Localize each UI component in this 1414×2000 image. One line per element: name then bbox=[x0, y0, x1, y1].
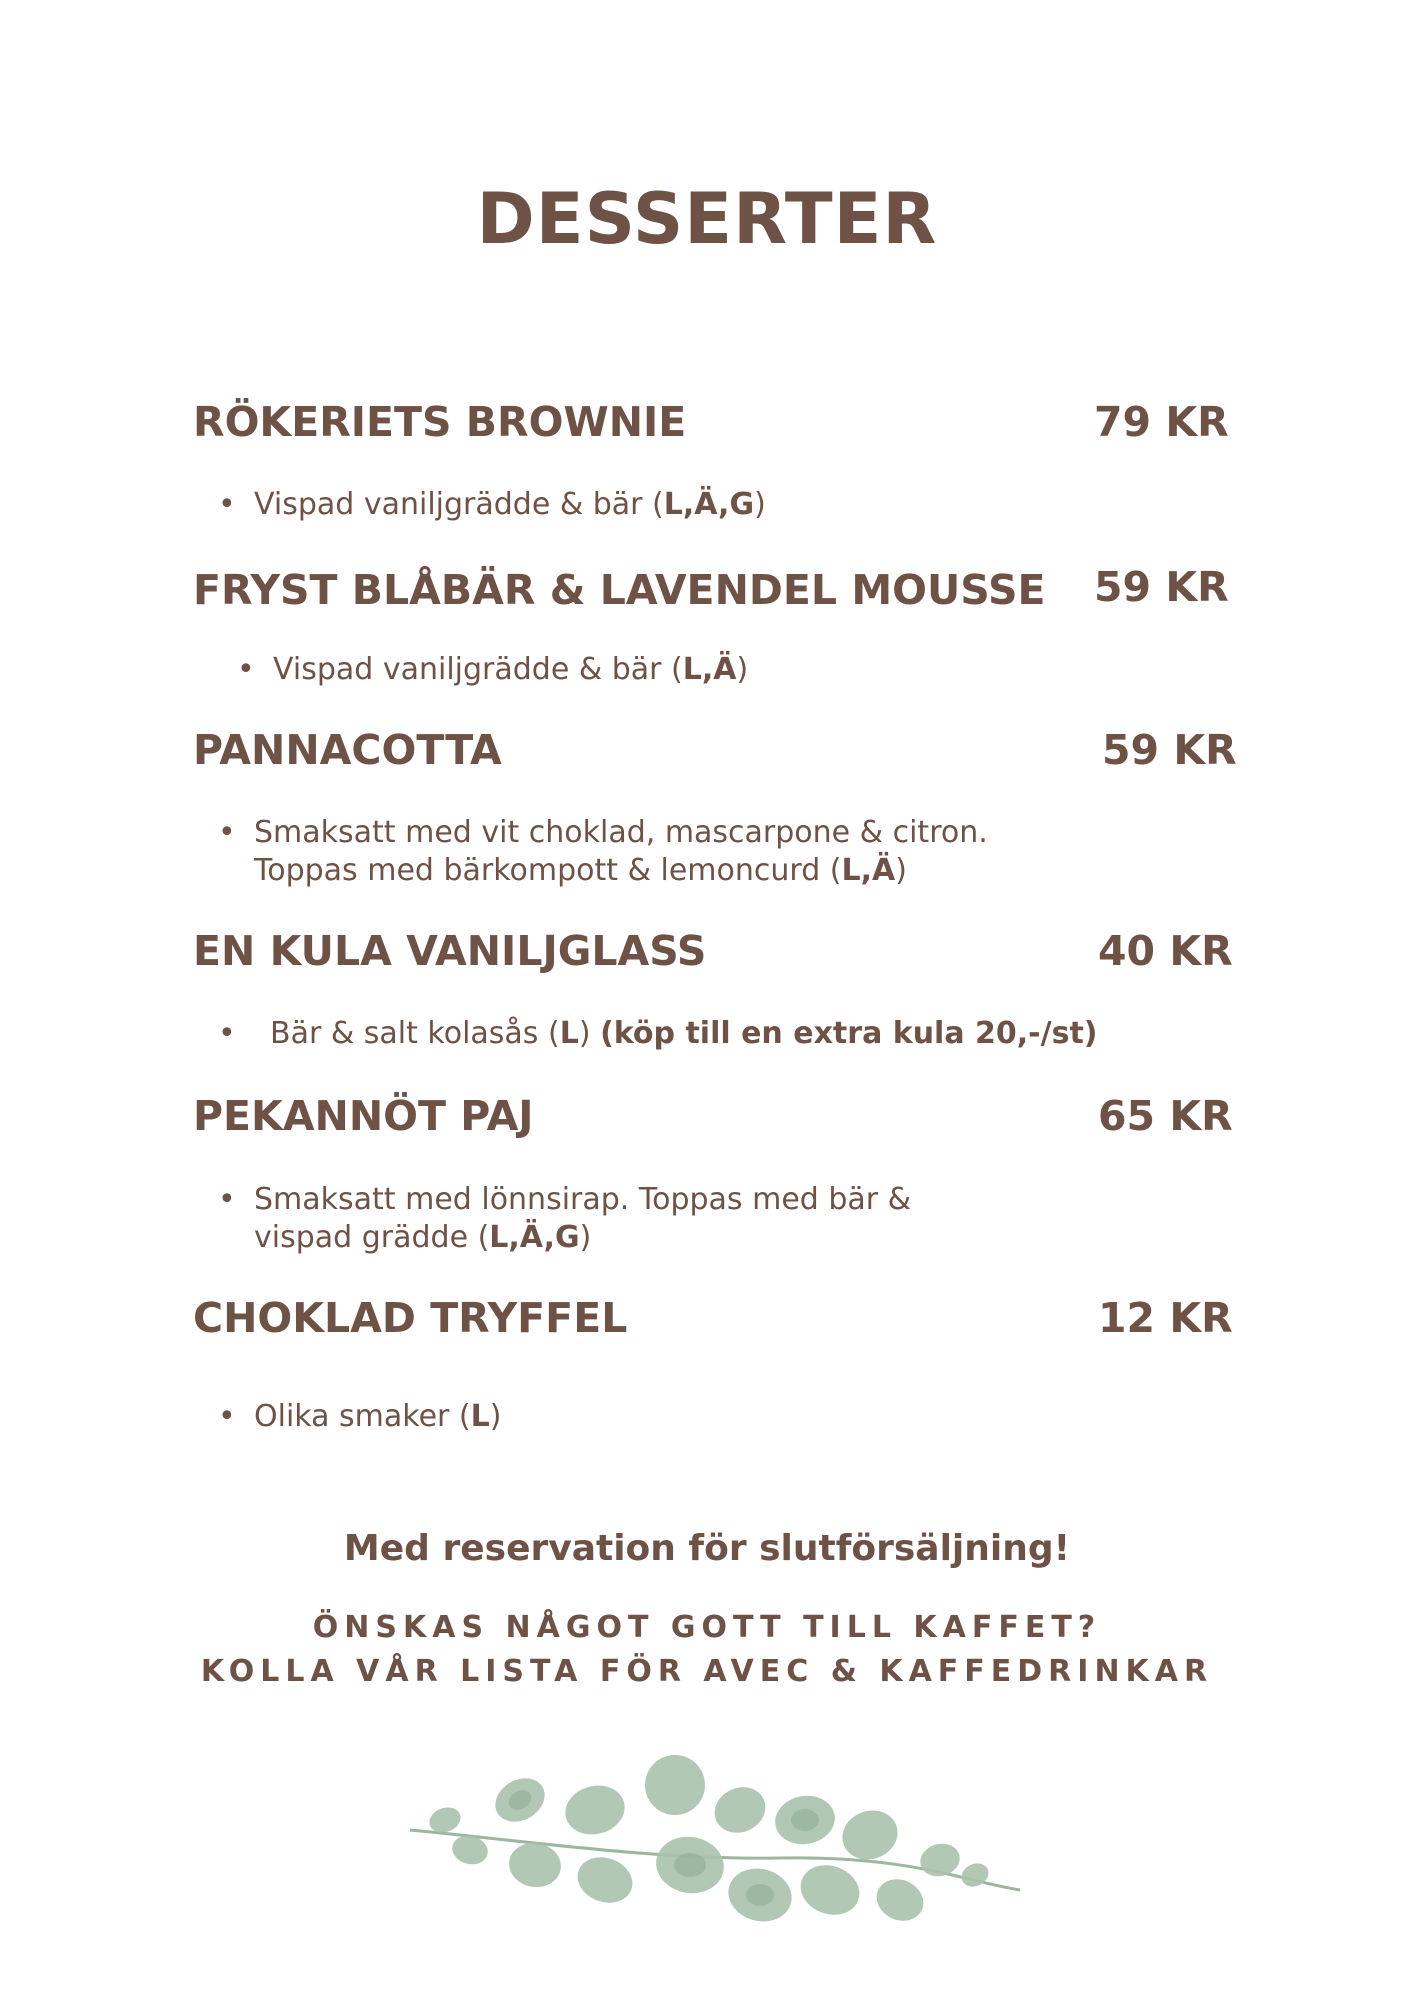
bullet: • bbox=[218, 815, 236, 850]
item-name-pekannot-paj: PEKANNÖT PAJ bbox=[193, 1092, 534, 1140]
item-price-vaniljglass: 40 KR bbox=[1098, 927, 1233, 975]
reservation-note: Med reservation för slutförsäljning! bbox=[343, 1528, 1071, 1569]
description-line: Bär & salt kolasås (L) (köp till en extra kula 20,-/st) bbox=[270, 1016, 1098, 1051]
bullet: • bbox=[237, 652, 255, 687]
description-line: Olika smaker (L) bbox=[254, 1399, 502, 1434]
eucalyptus-branch-icon bbox=[400, 1740, 1030, 1940]
item-description-mousse bbox=[237, 651, 748, 689]
description-line: vispad grädde (L,Ä,G) bbox=[254, 1220, 592, 1255]
item-price-choklad-tryffel: 12 KR bbox=[1098, 1294, 1233, 1342]
coffee-promo bbox=[0, 1606, 1414, 1694]
item-name-pannacotta: PANNACOTTA bbox=[193, 726, 502, 774]
description-line: Toppas med bärkompott & lemoncurd (L,Ä) bbox=[254, 853, 907, 888]
item-name-mousse: FRYST BLÅBÄR & LAVENDEL MOUSSE bbox=[193, 566, 1046, 614]
item-price-brownie: 79 KR bbox=[1094, 398, 1229, 446]
item-price-pekannot-paj: 65 KR bbox=[1098, 1092, 1233, 1140]
menu-title: DESSERTER bbox=[476, 178, 938, 260]
item-price-pannacotta: 59 KR bbox=[1102, 726, 1237, 774]
description-line: Smaksatt med lönnsirap. Toppas med bär & bbox=[254, 1182, 912, 1217]
item-description-pekannot-paj bbox=[218, 1181, 911, 1257]
item-name-choklad-tryffel: CHOKLAD TRYFFEL bbox=[193, 1294, 628, 1342]
item-price-mousse: 59 KR bbox=[1094, 563, 1229, 611]
item-name-brownie: RÖKERIETS BROWNIE bbox=[193, 398, 687, 446]
bullet: • bbox=[218, 1182, 236, 1217]
description-line: Vispad vaniljgrädde & bär (L,Ä,G) bbox=[254, 487, 766, 522]
bullet: • bbox=[218, 1016, 236, 1051]
item-description-choklad-tryffel bbox=[218, 1398, 501, 1436]
description-line: Smaksatt med vit choklad, mascarpone & citron. bbox=[254, 815, 988, 850]
item-description-vaniljglass bbox=[218, 1015, 1098, 1053]
bullet: • bbox=[218, 487, 236, 522]
promo-line-2: KOLLA VÅR LISTA FÖR AVEC & KAFFEDRINKAR bbox=[200, 1654, 1214, 1689]
promo-line-1: ÖNSKAS NÅGOT GOTT TILL KAFFET? bbox=[312, 1610, 1102, 1645]
description-line: Vispad vaniljgrädde & bär (L,Ä) bbox=[273, 652, 749, 687]
item-description-pannacotta bbox=[218, 814, 988, 890]
item-name-vaniljglass: EN KULA VANILJGLASS bbox=[193, 927, 707, 975]
item-description-brownie bbox=[218, 486, 766, 524]
bullet: • bbox=[218, 1399, 236, 1434]
